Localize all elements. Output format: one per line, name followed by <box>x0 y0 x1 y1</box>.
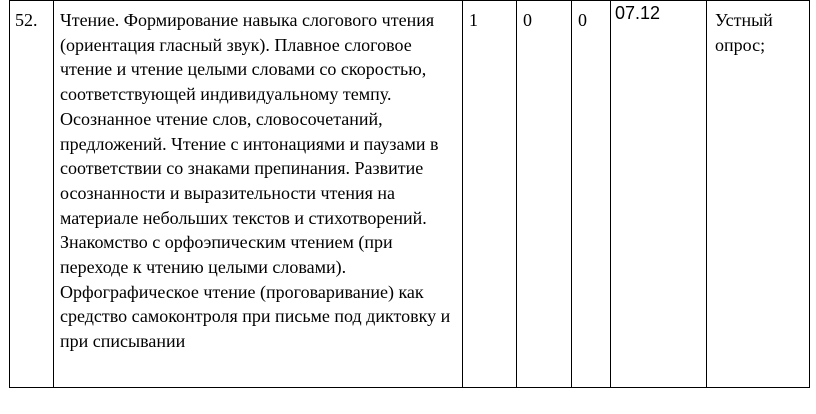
hours-control-cell <box>517 1 572 388</box>
lesson-number: 52. <box>15 10 38 30</box>
hours-control: 0 <box>523 10 532 30</box>
hours-practice-cell <box>572 1 611 388</box>
lesson-number-cell <box>10 1 54 388</box>
lesson-topic: Чтение. Формирование навыка слогового чтения (ориентация гласный звук). Плавное слоговое чтение и чтение целыми словами со скоростью, соответствующей индивидуальному темпу. Осознанное чтение слов, словосочетаний, предложений. Чтение с интонациями и паузами в соответствии со знаками препинания. Развитие осознанности и выразительности чтения на материале небольших текстов и стихотворений. Знакомство с орфоэпическим чтением (при переходе к чтению целыми словами). Орфографическое чтение (проговаривание) как средство самоконтроля при письме под диктовку и при списывании <box>60 10 451 352</box>
lesson-date: 07.12 <box>615 3 661 23</box>
lesson-date-cell <box>611 1 707 388</box>
control-form-cell <box>707 1 810 388</box>
hours-total: 1 <box>469 10 478 30</box>
hours-total-cell <box>463 1 517 388</box>
lesson-plan-table <box>9 0 810 388</box>
hours-practice: 0 <box>578 10 587 30</box>
control-form: Устный опрос; <box>715 10 773 55</box>
table-row <box>10 1 810 388</box>
lesson-topic-cell <box>54 1 463 388</box>
